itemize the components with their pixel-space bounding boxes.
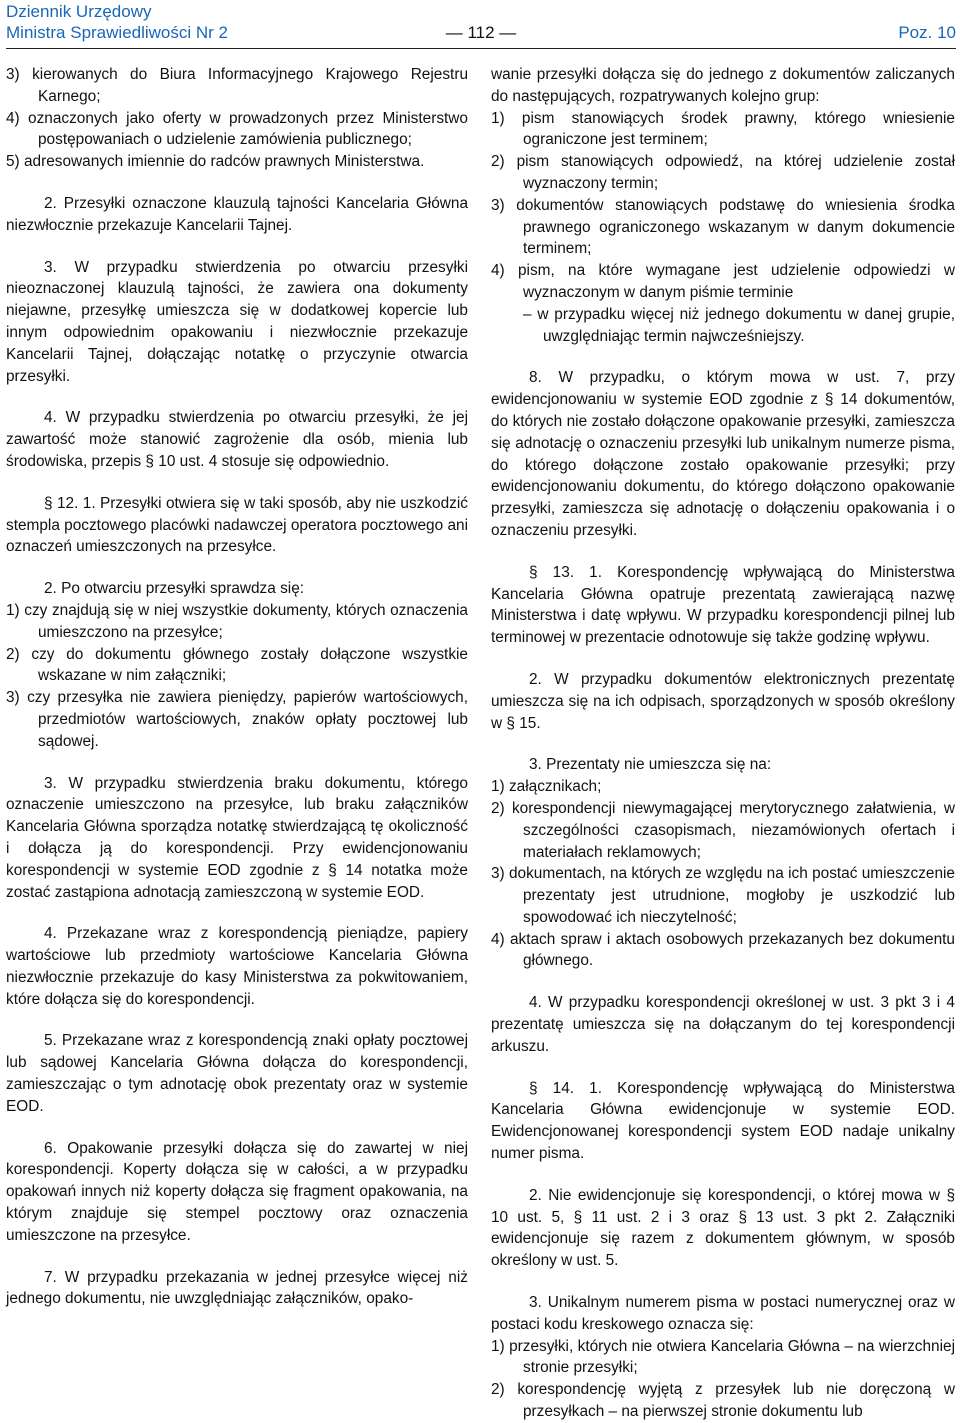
list-item: 1) pism stanowiących środek prawny, którego wniesienie ograniczone jest terminem; — [491, 109, 955, 149]
paragraph: 2. Nie ewidencjonuje się korespondencji, o której mowa w § 10 ust. 5, § 11 ust. 2 i 3 oraz § 13 ust. 3 pkt 2. Załączniki ewidencjonuje się razem z dokumentem głównym, w sposób określony w ust. 5. — [491, 1186, 955, 1270]
list-item: 1) załącznikach; — [491, 778, 602, 796]
paragraph: 6. Opakowanie przesyłki dołącza się do zawartej w niej korespondencji. Koperty dołącza się w całości, a w przypadku opakowań innych niż koperty dołącza się fragment opakowania, na którym znajduje się stempel pocztowy oraz oznaczenia umieszczone na przesyłce. — [6, 1139, 468, 1244]
list-item: 2) czy do dokumentu głównego zostały dołączone wszystkie wskazane w nim załączniki; — [6, 645, 468, 685]
section-paragraph: § 14. 1. Korespondencję wpływającą do Ministerstwa Kancelaria Główna ewidencjonuje w systemie EOD. Ewidencjonowanej korespondencji system EOD nadaje unikalny numer pisma. — [491, 1079, 955, 1163]
journal-title: Dziennik Urzędowy — [6, 2, 152, 21]
list-item: 3) dokumentów stanowiących podstawę do wniesienia środka prawnego ograniczonego wskazanym w danym dokumencie terminem; — [491, 196, 955, 258]
position-label: Poz. 10 — [898, 23, 956, 42]
list-item: 5) adresowanych imiennie do radców prawnych Ministerstwa. — [6, 153, 425, 171]
header-divider — [6, 48, 956, 49]
list-item: 3) kierowanych do Biura Informacyjnego Krajowego Rejestru Karnego; — [6, 66, 468, 105]
list-item: 4) pism, na które wymagane jest udzielenie odpowiedzi w wyznaczonym w danym piśmie terminie — [491, 262, 955, 301]
paragraph: 2. Przesyłki oznaczone klauzulą tajności Kancelaria Główna niezwłocznie przekazuje Kancelarii Tajnej. — [6, 194, 468, 234]
list-item: 1) przesyłki, których nie otwiera Kancelaria Główna – na wierzchniej stronie przesyłki; — [491, 1337, 955, 1377]
list-item: 3) dokumentach, na których ze względu na ich postać umieszczenie prezentaty jest utrudnione, mogłoby je uszkodzić lub spowodować ich nieczytelność; — [491, 865, 955, 926]
paragraph: 3. W przypadku stwierdzenia braku dokumentu, którego oznaczenie umieszczono na przesyłce, lub braku załączników Kancelaria Główna sporządza notatkę stwierdzającą tę okoliczność i dołącza ją do korespondencji. Przy ewidencjonowaniu korespondencji w systemie EOD zgodnie z § 14 notatka może zostać zastąpiona adnotacją zamieszczoną w systemie EOD. — [6, 774, 468, 901]
paragraph: 4. Przekazane wraz z korespondencją pieniądze, papiery wartościowe lub przedmioty wartościowe Kancelaria Główna niezwłocznie przekazuje do kasy Ministerstwa za pokwitowaniem, które dołącza się do korespondencji. — [6, 925, 468, 1008]
paragraph: 3. Unikalnym numerem pisma w postaci numerycznej oraz w postaci kodu kreskowego oznacza się: — [491, 1294, 955, 1333]
paragraph: 2. W przypadku dokumentów elektronicznych prezentatę umieszcza się na ich odpisach, sporządzonych w sposób określony w § 15. — [491, 670, 955, 732]
right-column — [491, 64, 955, 1423]
journal-subtitle: Ministra Sprawiedliwości Nr 2 — [6, 23, 229, 42]
page-header — [6, 0, 956, 44]
section-paragraph: § 13. 1. Korespondencję wpływającą do Ministerstwa Kancelaria Główna opatruje prezentatą zawierającą nazwę Ministerstwa i datę wpływu. W przypadku korespondencji pilnej lub terminowej w prezentacie odnotowuje się także godzinę wpływu. — [491, 563, 955, 647]
paragraph: 5. Przekazane wraz z korespondencją znaki opłaty pocztowej lub sądowej Kancelaria Główna dołącza do korespondencji, zamieszczając o tym adnotację obok prezentaty oraz w systemie EOD. — [6, 1032, 468, 1115]
paragraph: wanie przesyłki dołącza się do jednego z dokumentów zaliczanych do następujących, rozpatrywanych kolejno grup: — [491, 66, 955, 105]
section-paragraph: § 12. 1. Przesyłki otwiera się w taki sposób, aby nie uszkodzić stempla pocztowego placówki nadawczej operatora pocztowego ani oznaczeń umieszczonych na przesyłce. — [6, 494, 468, 556]
paragraph: 3. W przypadku stwierdzenia po otwarciu przesyłki nieoznaczonej klauzulą tajności, że zawiera ona dokumenty niejawne, przesyłkę umieszcza się w dodatkowej kopercie lub innym odpowiednim opakowaniu i niezwłocznie przekazuje Kancelarii Tajnej, dołączając notatkę o przyczynie otwarcia przesyłki. — [6, 258, 468, 385]
list-item: 3) czy przesyłka nie zawiera pieniędzy, papierów wartościowych, przedmiotów wartościowych, znaków opłaty pocztowej lub sądowej. — [6, 689, 468, 750]
list-item: 4) aktach spraw i aktach osobowych przekazanych bez dokumentu głównego. — [491, 930, 955, 970]
list-item: 2) korespondencji niewymagającej merytorycznego załatwienia, w szczególności czasopismach, niezamówionych ofertach i materiałach reklamowych; — [491, 799, 955, 861]
list-item: 2) pism stanowiących odpowiedź, na której udzielenie został wyznaczony termin; — [491, 153, 955, 192]
list-item: 2) korespondencję wyjętą z przesyłek lub nie doręczoną w przesyłkach – na pierwszej stronie dokumentu lub — [491, 1381, 955, 1421]
paragraph: 8. W przypadku, o którym mowa w ust. 7, przy ewidencjonowaniu w systemie EOD zgodnie z § 14 dokumentów, do których nie zostało dołączone opakowanie przesyłki, zamieszcza się adnotację o oznaczeniu przesyłki lub unikalnym numerze pisma, do którego dołączone zostało opakowanie przesyłki; przy ewidencjonowaniu dokumentu, do którego dołączono opakowanie przesyłki, zamieszcza się adnotację o dołączeniu opakowania i o oznaczeniu przesyłki. — [491, 369, 955, 539]
paragraph: 4. W przypadku stwierdzenia po otwarciu przesyłki, że jej zawartość może stanowić zagrożenie dla osób, mienia lub środowiska, przepis § 10 ust. 4 stosuje się odpowiednio. — [6, 409, 468, 470]
list-item: 1) czy znajdują się w niej wszystkie dokumenty, których oznaczenia umieszczono na przesyłce; — [6, 601, 468, 641]
paragraph: 3. Prezentaty nie umieszcza się na: — [529, 756, 772, 774]
page-number: — 112 — — [445, 23, 517, 42]
list-item: 4) oznaczonych jako oferty w prowadzonych przez Ministerstwo postępowaniach o udzielenie zamówienia publicznego; — [6, 109, 468, 149]
left-column — [6, 64, 468, 1310]
paragraph: 4. W przypadku korespondencji określonej w ust. 3 pkt 3 i 4 prezentatę umieszcza się na dołączanym do tej korespondencji arkuszu. — [491, 994, 955, 1055]
paragraph: 2. Po otwarciu przesyłki sprawdza się: — [44, 580, 305, 598]
paragraph: 7. W przypadku przekazania w jednej przesyłce więcej niż jednego dokumentu, nie uwzględniając załączników, opako- — [6, 1268, 468, 1308]
dash-item: – w przypadku więcej niż jednego dokumentu w danej grupie, uwzględniając termin najwcześniejszy. — [523, 305, 955, 345]
